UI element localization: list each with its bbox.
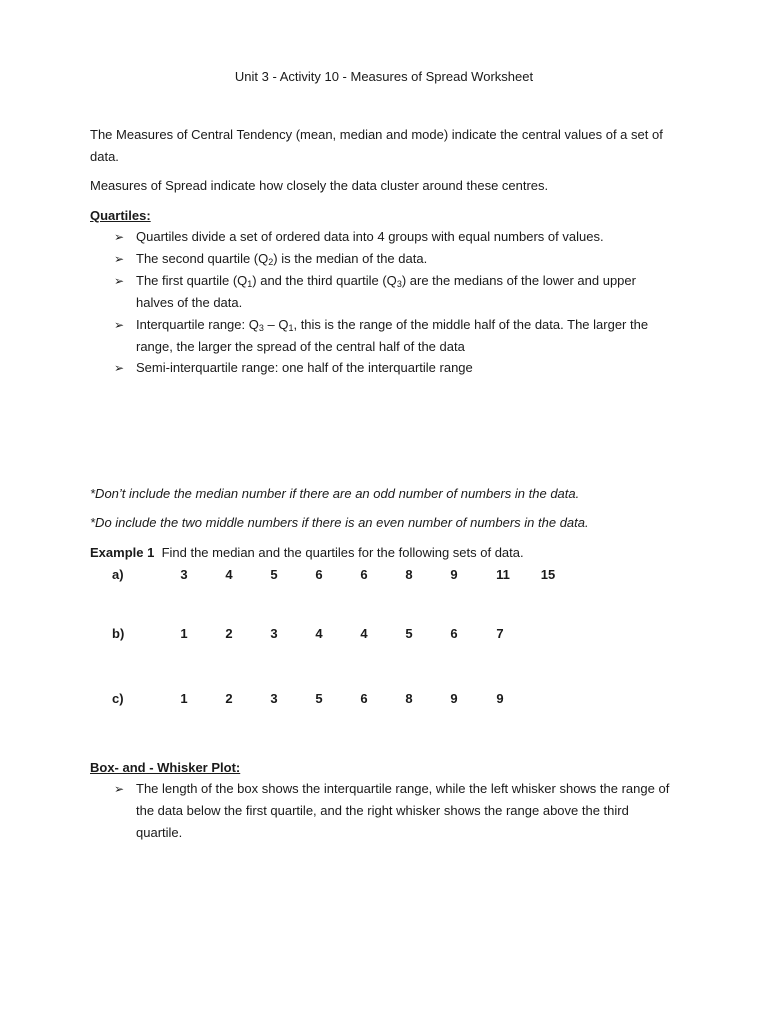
bullet-text: The first quartile $(Q_1)$ and the third quartile $(Q_3)$ are the medians of the lower and upper halves of the data. [136,273,636,310]
data-value: 6 [315,567,323,582]
intro-paragraph-1: The Measures of Central Tendency (mean, median and mode) indicate the central values of a set of data. [90,127,663,164]
page-title: Unit 3 - Activity 10 - Measures of Spread Worksheet [234,69,534,84]
note-odd: *Don’t include the median number if there are an odd number of numbers in the data. [90,486,580,501]
data-value: 9 [496,691,504,706]
data-value: 4 [225,567,233,582]
bullet-text: The second quartile $(Q_2)$ is the median of the data. [136,251,428,267]
row-label-c: c) [112,691,124,706]
arrow-bullet-icon: ➢ [114,230,125,244]
example-label: Example 1 [90,545,155,560]
quartiles-bullet-5 [114,357,674,379]
data-value: 6 [360,567,368,582]
quartiles-bullet-2 [114,248,674,270]
arrow-bullet-icon: ➢ [114,252,125,266]
row-label-b: b) [112,626,125,641]
arrow-bullet-icon: ➢ [114,361,125,375]
quartiles-bullet-3 [114,270,674,314]
data-value: 15 [540,567,556,582]
data-value: 6 [450,626,458,641]
data-value: 2 [225,626,233,641]
boxplot-bullet-1 [114,778,674,844]
data-value: 11 [496,567,510,582]
row-label-a: a) [112,567,124,582]
data-value: 2 [225,691,233,706]
data-value: 9 [450,567,458,582]
data-value: 7 [496,626,504,641]
note-even: *Do include the two middle numbers if there is an even number of numbers in the data. [90,515,589,530]
data-value: 3 [270,626,278,641]
quartiles-bullet-1 [114,226,674,248]
example-instruction: Find the median and the quartiles for the following sets of data. [161,545,524,560]
example-heading [90,542,524,564]
data-value: 5 [405,626,413,641]
data-value: 6 [360,691,368,706]
data-value: 8 [405,691,413,706]
boxplot-heading: Box- and - Whisker Plot: [90,760,241,775]
data-value: 8 [405,567,413,582]
data-value: 1 [180,626,188,641]
data-value: 5 [270,567,278,582]
quartiles-heading: Quartiles: [90,208,151,223]
arrow-bullet-icon: ➢ [114,274,125,288]
data-value: 4 [315,626,323,641]
quartiles-bullet-4 [114,314,674,358]
bullet-text: Quartiles divide a set of ordered data into 4 groups with equal numbers of values. [136,229,604,244]
arrow-bullet-icon: ➢ [114,782,125,796]
data-value: 3 [270,691,278,706]
data-value: 5 [315,691,323,706]
data-value: 4 [360,626,368,641]
data-value: 9 [450,691,458,706]
bullet-text: Semi-interquartile range: one half of the interquartile range [136,360,473,375]
bullet-text: Interquartile range: $Q_3 - Q_1$, this is the range of the middle half of the data. The larger the range, the larger the spread of the central half of the data [136,317,649,354]
data-value: 3 [180,567,188,582]
data-value: 1 [180,691,188,706]
bullet-text: The length of the box shows the interquartile range, while the left whisker shows the range of the data below the first quartile, and the right whisker shows the range above the third quartile. [136,781,670,840]
arrow-bullet-icon: ➢ [114,318,125,332]
intro-paragraph-2: Measures of Spread indicate how closely the data cluster around these centres. [90,178,549,193]
